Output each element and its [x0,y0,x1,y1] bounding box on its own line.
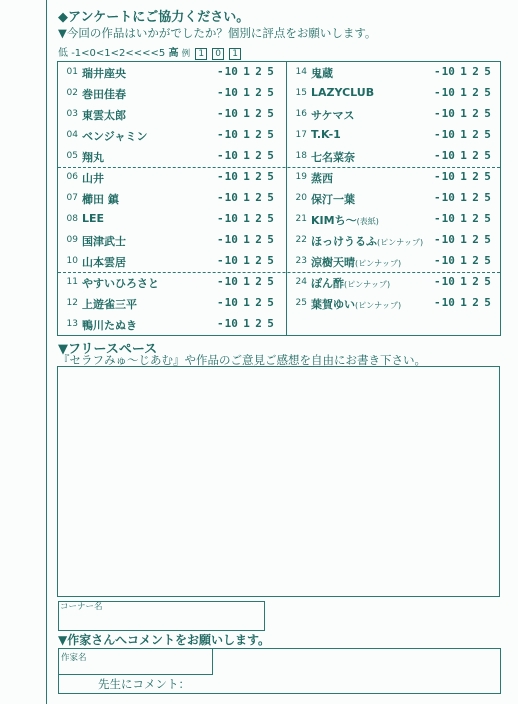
score-option[interactable]: 5 [484,191,492,204]
score-options [217,275,277,288]
score-option[interactable]: 1 [243,86,251,99]
score-option[interactable]: -1 [434,65,450,78]
score-option[interactable]: 5 [267,170,275,183]
scale-low: 低 [58,48,68,59]
score-option[interactable]: 0 [448,191,456,204]
artist-name [82,191,119,207]
artist-name-text: 瑞井座央 [82,67,126,80]
artist-name-text: 保汀一葉 [311,193,355,206]
rating-row [60,167,282,188]
artist-name [82,254,126,270]
score-option[interactable]: -1 [217,170,233,183]
rating-row [60,104,282,125]
score-option[interactable]: 0 [231,170,239,183]
score-option[interactable]: 5 [267,128,275,141]
score-options [217,170,277,183]
rating-row [60,230,282,251]
rating-row [60,314,282,335]
artist-name-text: サケマス [311,109,355,122]
scale-example-digit: 1 [195,48,207,60]
rating-row [289,83,497,104]
score-option[interactable]: 2 [255,65,263,78]
score-option[interactable]: 1 [460,254,468,267]
score-option[interactable]: 0 [231,233,239,246]
artist-name [82,170,104,186]
score-option[interactable]: 5 [267,296,275,309]
score-option[interactable]: -1 [217,317,233,330]
score-option[interactable]: -1 [434,191,450,204]
score-option[interactable]: 1 [243,107,251,120]
artist-name [82,275,159,291]
rating-row [60,83,282,104]
rating-row [289,62,497,83]
rating-number: 01 [66,67,78,77]
score-options [434,296,494,309]
score-options [434,65,494,78]
score-options [217,317,277,330]
artist-name [82,233,126,249]
survey-title: ◆アンケートにご協力ください。 [58,10,250,25]
rating-number: 15 [295,88,307,98]
score-option[interactable]: 2 [255,149,263,162]
artist-name-note: (ピンナップ) [344,280,391,289]
score-option[interactable]: 0 [448,212,456,225]
rating-number: 23 [295,256,307,266]
rating-number: 02 [66,88,78,98]
rating-row [289,272,497,293]
score-option[interactable]: -1 [434,254,450,267]
author-name-label: 作家名 [61,653,87,663]
score-option[interactable]: 1 [243,254,251,267]
score-option[interactable]: 0 [448,275,456,288]
score-option[interactable]: 2 [255,128,263,141]
free-space-box[interactable] [57,366,500,597]
score-option[interactable]: 5 [484,170,492,183]
rating-row [289,209,497,230]
score-option[interactable]: -1 [217,275,233,288]
score-options [434,254,494,267]
score-option[interactable]: -1 [434,275,450,288]
artist-name [82,107,126,123]
rating-number: 07 [66,193,78,203]
score-options [434,233,494,246]
score-option[interactable]: 2 [255,212,263,225]
artist-name-text: LEE [82,212,105,225]
rating-row [60,293,282,314]
score-option[interactable]: -1 [434,128,450,141]
score-option[interactable]: 1 [243,275,251,288]
score-option[interactable]: -1 [217,233,233,246]
rating-number: 04 [66,130,78,140]
artist-name-text: 翔丸 [82,151,104,164]
rating-number: 09 [66,235,78,245]
score-option[interactable]: 1 [460,86,468,99]
score-option[interactable]: 5 [267,191,275,204]
corner-label: コーナー名 [60,602,103,612]
score-option[interactable]: 2 [472,107,480,120]
score-options [217,107,277,120]
score-option[interactable]: 0 [231,212,239,225]
rating-row [289,188,497,209]
score-option[interactable]: 2 [472,128,480,141]
score-options [434,86,494,99]
rating-scale [58,44,241,60]
score-option[interactable]: 5 [267,149,275,162]
score-option[interactable]: 5 [484,65,492,78]
author-comment-label: 先生にコメント： [98,677,190,691]
rating-number: 16 [295,109,307,119]
score-options [217,86,277,99]
score-option[interactable]: -1 [434,233,450,246]
free-space-title: ▼フリースペース [58,342,158,357]
artist-name-note: (表紙) [356,217,379,226]
rating-row [289,146,497,167]
rating-number: 18 [295,151,307,161]
score-option[interactable]: 0 [231,275,239,288]
score-option[interactable]: -1 [217,86,233,99]
score-option[interactable]: 2 [472,170,480,183]
artist-name-text: 東雲太郎 [82,109,126,122]
rating-number: 03 [66,109,78,119]
rating-row [60,209,282,230]
artist-name-text: 山本雲居 [82,256,126,269]
artist-name-text: ぽん酢 [311,277,344,290]
score-options [217,128,277,141]
artist-name-text: 七名菜奈 [311,151,355,164]
artist-name-text: 山井 [82,172,104,185]
score-option[interactable]: 2 [472,212,480,225]
score-option[interactable]: 5 [484,233,492,246]
rating-row [60,251,282,272]
score-option[interactable]: 1 [460,128,468,141]
score-option[interactable]: 1 [460,275,468,288]
rating-number: 22 [295,235,307,245]
rating-number: 21 [295,214,307,224]
rating-number: 05 [66,151,78,161]
score-option[interactable]: 2 [255,107,263,120]
score-option[interactable]: 2 [472,149,480,162]
score-option[interactable]: 2 [472,275,480,288]
rating-row [289,230,497,251]
artist-name-text: ほっけうるふ [311,235,377,248]
rating-row [289,251,497,272]
score-option[interactable]: 5 [484,86,492,99]
score-option[interactable]: 0 [448,65,456,78]
score-option[interactable]: 0 [231,317,239,330]
score-option[interactable]: 1 [243,128,251,141]
score-option[interactable]: 0 [448,233,456,246]
score-option[interactable]: 0 [231,128,239,141]
rating-number: 25 [295,298,307,308]
score-option[interactable]: 5 [267,317,275,330]
score-options [217,65,277,78]
score-option[interactable]: 5 [484,128,492,141]
score-option[interactable]: 0 [448,128,456,141]
artist-name-text: 鴨川たぬき [82,319,137,332]
corner-name-field[interactable] [58,601,265,631]
rating-number: 10 [66,256,78,266]
artist-name-text: 涼樹天晴 [311,256,355,269]
score-option[interactable]: -1 [434,212,450,225]
author-comment-title: ▼作家さんへコメントをお願いします。 [58,633,271,647]
score-option[interactable]: 0 [448,149,456,162]
rating-number: 14 [295,67,307,77]
artist-name-text: 上遊雀三平 [82,298,137,311]
artist-name-text: 巻田佳春 [82,88,126,101]
score-option[interactable]: -1 [217,65,233,78]
rating-row [60,272,282,293]
score-options [217,149,277,162]
artist-name-text: LAZYCLUB [311,86,375,99]
artist-name [82,65,126,81]
artist-name [311,65,333,81]
score-option[interactable]: 5 [267,275,275,288]
score-option[interactable]: 5 [267,233,275,246]
artist-name [311,254,401,270]
score-option[interactable]: 1 [460,170,468,183]
rating-number: 06 [66,172,78,182]
artist-name-text: 国津武士 [82,235,126,248]
artist-name-text: 葉賀ゆい [311,298,355,311]
score-option[interactable]: 1 [460,149,468,162]
artist-name-note: (ピンナップ) [377,238,424,247]
artist-name-text: ベンジャミン [82,130,148,143]
score-option[interactable]: -1 [217,191,233,204]
score-option[interactable]: 0 [231,254,239,267]
score-option[interactable]: 0 [448,107,456,120]
score-option[interactable]: -1 [434,296,450,309]
score-option[interactable]: 2 [472,65,480,78]
score-option[interactable]: -1 [217,149,233,162]
score-options [217,212,277,225]
scale-example-digit: 1 [229,48,241,60]
rating-number: 19 [295,172,307,182]
artist-name [311,170,333,186]
artist-name-text: やすいひろさと [82,277,159,290]
score-option[interactable]: 5 [484,254,492,267]
score-option[interactable]: 5 [267,65,275,78]
score-option[interactable]: -1 [434,170,450,183]
scale-high: 高 [168,48,179,59]
score-option[interactable]: 5 [267,212,275,225]
score-option[interactable]: -1 [434,86,450,99]
rating-question: ▼今回の作品はいかがでしたか？個別に評点をお願いします。 [58,26,377,40]
score-option[interactable]: 1 [460,233,468,246]
score-options [217,191,277,204]
artist-name-text: 鬼蔵 [311,67,333,80]
score-options [217,296,277,309]
rating-row [60,146,282,167]
score-option[interactable]: 2 [472,191,480,204]
score-option[interactable]: -1 [217,107,233,120]
score-option[interactable]: 2 [472,233,480,246]
rating-row [60,125,282,146]
rating-table [57,61,501,336]
score-option[interactable]: 2 [255,254,263,267]
rating-row [289,125,497,146]
score-option[interactable]: 2 [255,86,263,99]
score-option[interactable]: 1 [243,191,251,204]
score-option[interactable]: 1 [243,149,251,162]
score-option[interactable]: 1 [243,317,251,330]
score-option[interactable]: 1 [243,233,251,246]
artist-name [82,317,137,333]
rating-row [289,104,497,125]
artist-name [311,107,355,123]
score-option[interactable]: 1 [243,212,251,225]
rating-row [289,293,497,314]
rating-number: 11 [66,277,78,287]
score-option[interactable]: 1 [243,296,251,309]
artist-name [311,191,355,207]
artist-name-text: KIMち～ [311,214,357,227]
score-option[interactable]: 1 [460,296,468,309]
artist-name-text: 櫛田 鎮 [82,193,119,206]
score-option[interactable]: 5 [267,86,275,99]
score-option[interactable]: 2 [255,275,263,288]
score-option[interactable]: 0 [231,191,239,204]
artist-name [82,86,126,102]
artist-name [311,86,374,99]
artist-name [82,128,148,144]
score-option[interactable]: 0 [231,86,239,99]
scale-example-label: 例 [181,49,191,59]
score-options [217,254,277,267]
score-option[interactable]: -1 [217,212,233,225]
score-option[interactable]: 5 [484,296,492,309]
score-options [434,191,494,204]
rating-row [60,62,282,83]
score-option[interactable]: 5 [267,107,275,120]
artist-name [311,275,390,291]
score-option[interactable]: -1 [217,296,233,309]
score-options [217,233,277,246]
score-option[interactable]: 2 [255,170,263,183]
artist-name [82,212,104,225]
score-option[interactable]: 5 [484,212,492,225]
score-option[interactable]: 0 [448,296,456,309]
score-option[interactable]: 2 [472,86,480,99]
column-divider [286,62,287,335]
scale-steps: -1<0<1<2<<<<5 [71,48,166,59]
score-option[interactable]: -1 [217,254,233,267]
artist-name-note: (ピンナップ) [355,301,402,310]
score-option[interactable]: -1 [434,107,450,120]
score-option[interactable]: 0 [448,86,456,99]
margin-rule [46,0,47,704]
score-option[interactable]: 2 [255,317,263,330]
rating-row [289,167,497,188]
rating-number: 20 [295,193,307,203]
artist-name [311,149,355,165]
score-option[interactable]: 0 [231,107,239,120]
score-option[interactable]: 2 [255,191,263,204]
artist-name-text: 蒸西 [311,172,333,185]
score-options [434,149,494,162]
free-space-prompt: 『セラフみゅ～じあむ』や作品のご意見ご感想を自由にお書き下さい。 [58,353,426,367]
score-option[interactable]: 1 [460,107,468,120]
score-option[interactable]: 2 [472,254,480,267]
score-options [434,275,494,288]
artist-name [311,128,341,141]
score-options [434,170,494,183]
score-option[interactable]: 5 [267,254,275,267]
rating-number: 13 [66,319,78,329]
score-options [434,212,494,225]
score-option[interactable]: -1 [217,128,233,141]
score-option[interactable]: 0 [231,296,239,309]
score-option[interactable]: 5 [484,275,492,288]
artist-name-note: (ピンナップ) [355,259,402,268]
score-option[interactable]: 1 [460,212,468,225]
artist-name [311,296,401,312]
rating-row [60,188,282,209]
artist-name [82,296,137,312]
artist-name [82,149,104,165]
score-option[interactable]: 1 [460,65,468,78]
score-option[interactable]: 0 [231,149,239,162]
score-options [434,128,494,141]
rating-number: 24 [295,277,307,287]
artist-name [311,212,379,228]
score-option[interactable]: 2 [472,296,480,309]
score-option[interactable]: -1 [434,149,450,162]
score-options [434,107,494,120]
rating-number: 12 [66,298,78,308]
score-option[interactable]: 2 [255,233,263,246]
score-option[interactable]: 1 [243,170,251,183]
rating-number: 08 [66,214,78,224]
score-option[interactable]: 2 [255,296,263,309]
score-option[interactable]: 0 [448,170,456,183]
score-option[interactable]: 0 [448,254,456,267]
scale-example-digit: 0 [212,48,224,60]
score-option[interactable]: 1 [460,191,468,204]
artist-name-text: T.K-1 [311,128,341,141]
artist-name [311,233,423,249]
score-option[interactable]: 1 [243,65,251,78]
score-option[interactable]: 0 [231,65,239,78]
score-option[interactable]: 5 [484,107,492,120]
score-option[interactable]: 5 [484,149,492,162]
rating-number: 17 [295,130,307,140]
